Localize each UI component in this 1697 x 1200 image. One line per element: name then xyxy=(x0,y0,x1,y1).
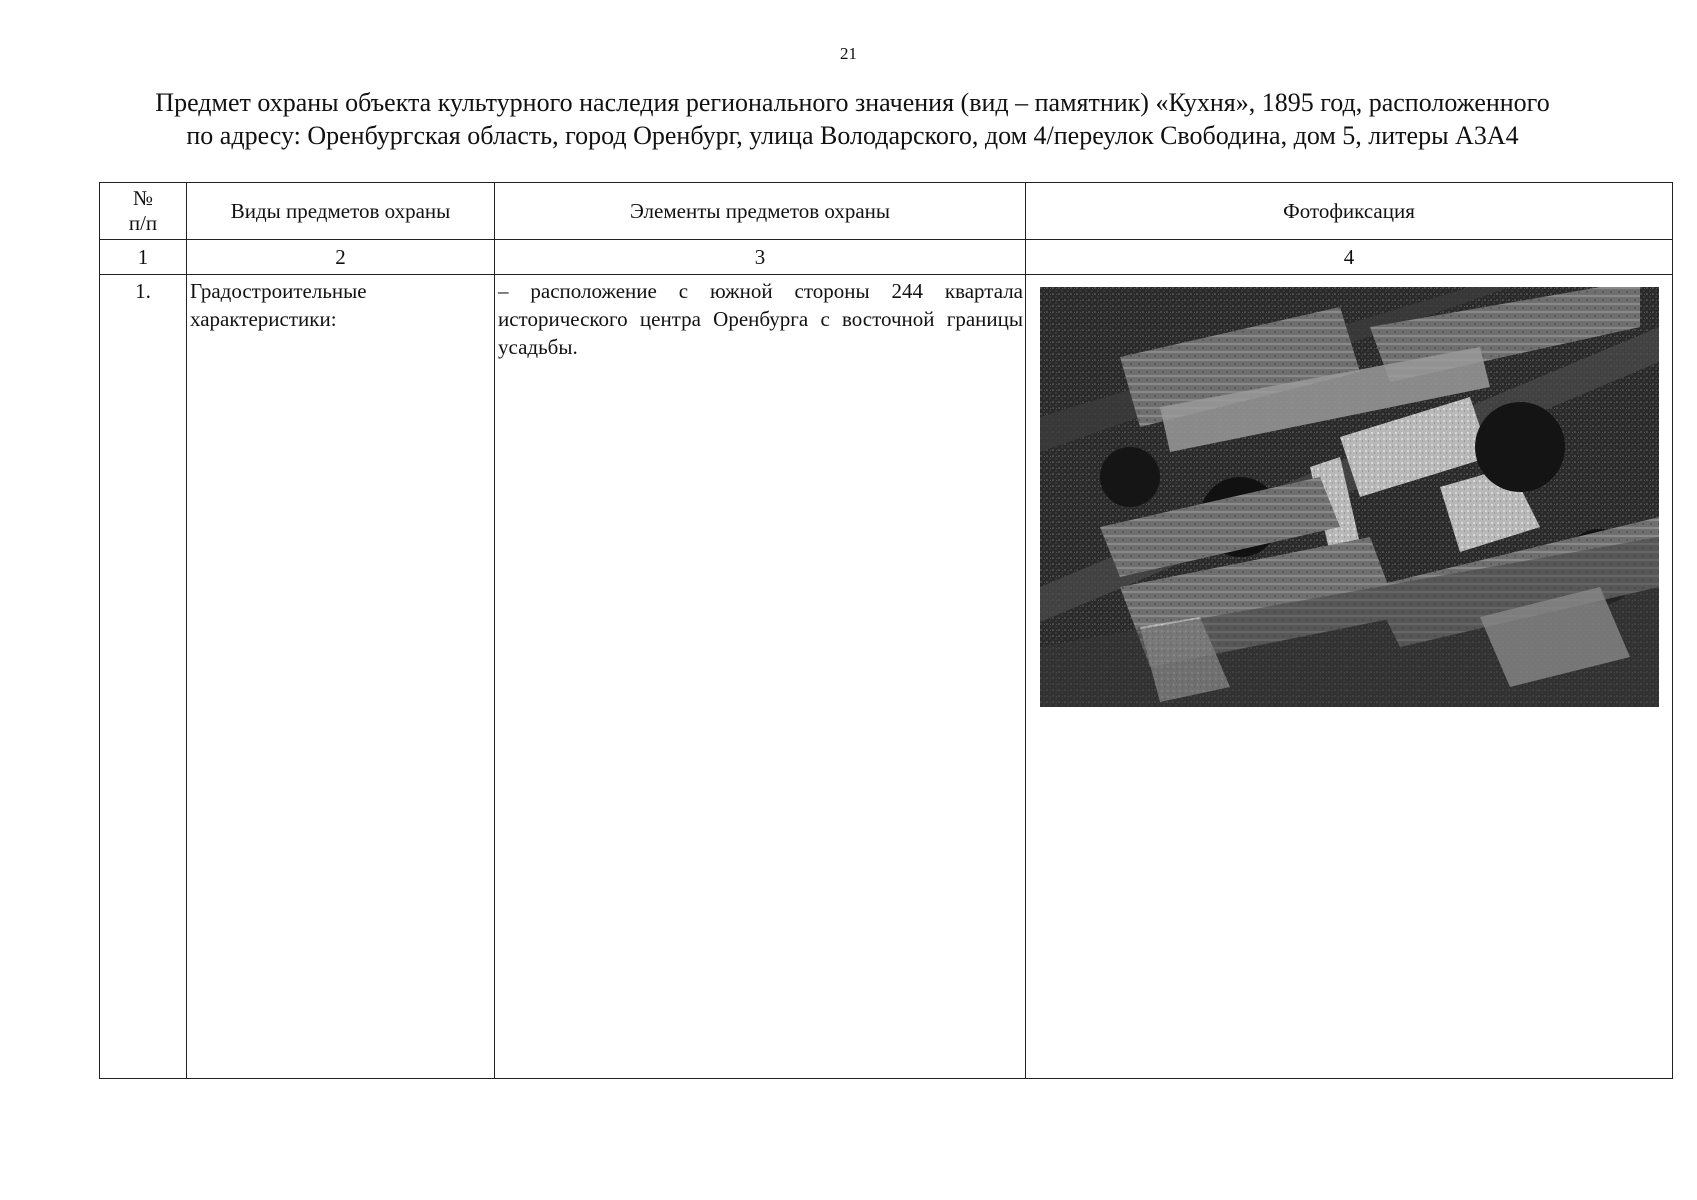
column-number-2: 2 xyxy=(187,240,495,275)
row-kind: Градостроительные характеристики: xyxy=(187,275,495,1079)
aerial-photo-icon xyxy=(1040,287,1659,707)
title-line-1: Предмет охраны объекта культурного наследия регионального значения (вид – памятник) «Кухня», 1895 год, расположенного xyxy=(155,88,1550,117)
column-number-3: 3 xyxy=(495,240,1026,275)
row-photo-cell xyxy=(1026,275,1673,1079)
row-element: – расположение с южной стороны 244 квартала исторического центра Оренбурга с восточной границы усадьбы. xyxy=(495,275,1026,1079)
header-photo: Фотофиксация xyxy=(1026,183,1673,240)
header-number xyxy=(100,183,187,240)
header-number-sign: № xyxy=(132,186,154,210)
row-number: 1. xyxy=(100,275,187,1079)
header-kinds: Виды предметов охраны xyxy=(187,183,495,240)
page-number: 21 xyxy=(840,44,857,63)
header-number-pp: п/п xyxy=(128,211,158,235)
title-line-2: по адресу: Оренбургская область, город Оренбург, улица Володарского, дом 4/переулок Свободина, дом 5, литеры А3А4 xyxy=(186,121,1519,150)
protection-table xyxy=(99,182,1673,1079)
table-row xyxy=(100,275,1673,1079)
header-row xyxy=(100,183,1673,240)
column-number-1: 1 xyxy=(100,240,187,275)
column-number-row xyxy=(100,240,1673,275)
document-title xyxy=(90,86,1615,152)
header-elements: Элементы предметов охраны xyxy=(495,183,1026,240)
column-number-4: 4 xyxy=(1026,240,1673,275)
